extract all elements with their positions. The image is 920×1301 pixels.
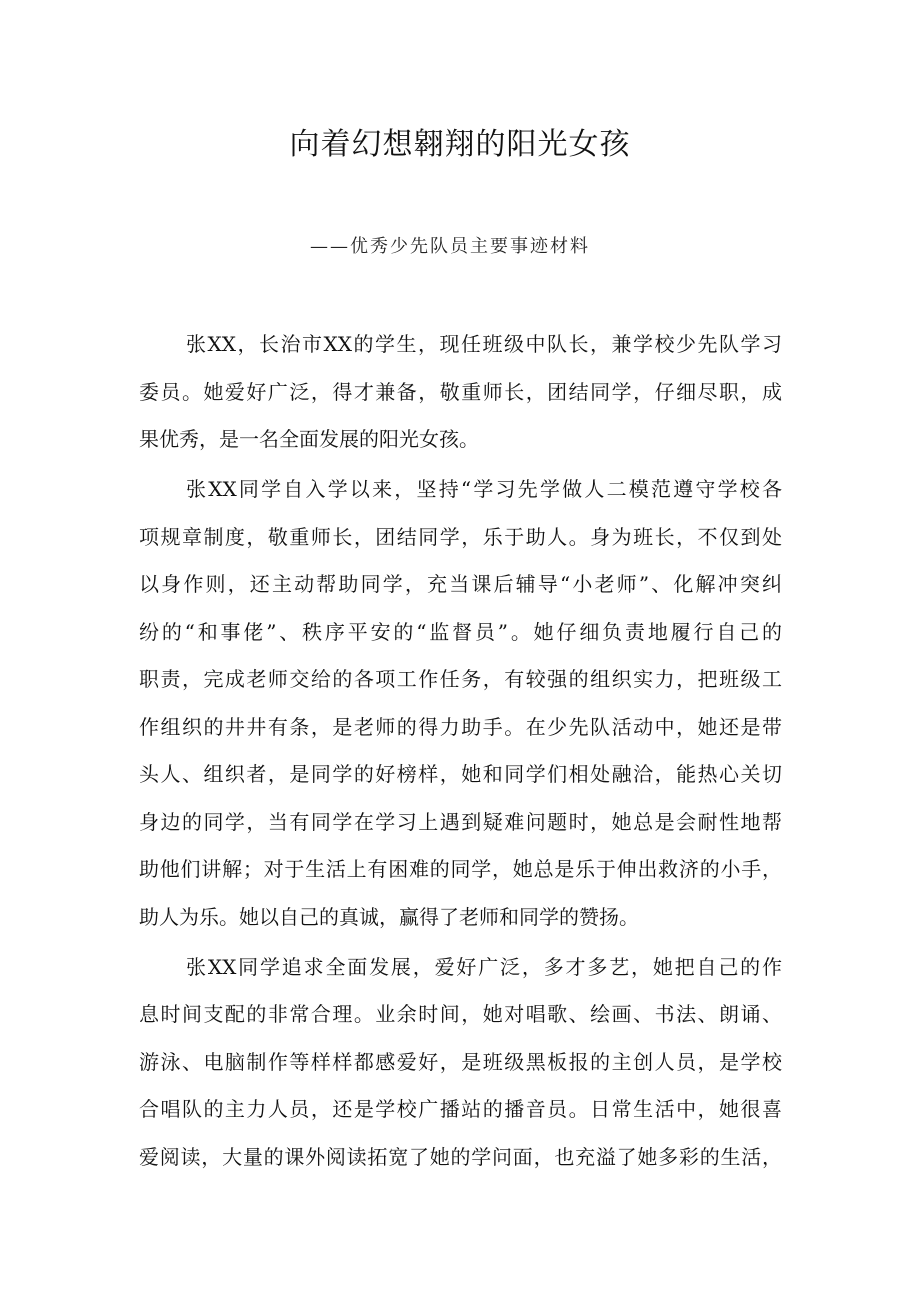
text-line: 委员。她爱好广泛，得才兼备，敬重师长，团结同学，仔细尽职，成	[139, 379, 782, 404]
document-body	[139, 321, 782, 1184]
text-line: 助他们讲解；对于生活上有困难的同学，她总是乐于伸出救济的小手，	[139, 857, 782, 881]
paragraph	[139, 321, 782, 464]
text-line: 助人为乐。她以自己的真诚，赢得了老师和同学的赞扬。	[139, 904, 639, 929]
text-line: 游泳、电脑制作等样样都感爱好，是班级黑板报的主创人员，是学校	[139, 1049, 782, 1074]
text-line: 头人、组织者，是同学的好榜样，她和同学们相处融洽，能热心关切	[139, 762, 782, 786]
page-title: 向着幻想翱翔的阳光女孩	[289, 127, 631, 162]
text-line: 纷的“和事佬”、秩序平安的“监督员”。她仔细负责地履行自己的	[139, 619, 782, 644]
text-line: 以身作则，还主动帮助同学，充当课后辅导“小老师”、化解冲突纠	[139, 572, 782, 596]
text-line: 合唱队的主力人员，还是学校广播站的播音员。日常生活中，她很喜	[139, 1097, 782, 1121]
text-line: 项规章制度，敬重师长，团结同学，乐于助人。身为班长，不仅到处	[139, 524, 782, 549]
text-line: 作组织的井井有条，是老师的得力助手。在少先队活动中，她还是带	[139, 714, 782, 739]
text-line: 张XX，长治市XX的学生，现任班级中队长，兼学校少先队学习	[186, 332, 782, 356]
paragraph	[139, 466, 782, 941]
paragraph	[139, 944, 782, 1182]
text-line: 果优秀，是一名全面发展的阳光女孩。	[139, 427, 479, 451]
text-line: 职责，完成老师交给的各项工作任务，有较强的组织实力，把班级工	[139, 667, 782, 691]
page-subtitle: ——优秀少先队员主要事迹材料	[310, 236, 590, 257]
text-line: 身边的同学，当有同学在学习上遇到疑难问题时，她总是会耐性地帮	[139, 809, 782, 834]
text-line: 爱阅读，大量的课外阅读拓宽了她的学问面，也充溢了她多彩的生活，	[139, 1144, 782, 1169]
text-line: 张XX同学追求全面发展，爱好广泛，多才多艺，她把自己的作	[186, 954, 782, 979]
text-line: 息时间支配的非常合理。业余时间，她对唱歌、绘画、书法、朗诵、	[139, 1002, 782, 1026]
text-line: 张XX同学自入学以来，坚持“学习先学做人二模范遵守学校各	[186, 477, 782, 501]
